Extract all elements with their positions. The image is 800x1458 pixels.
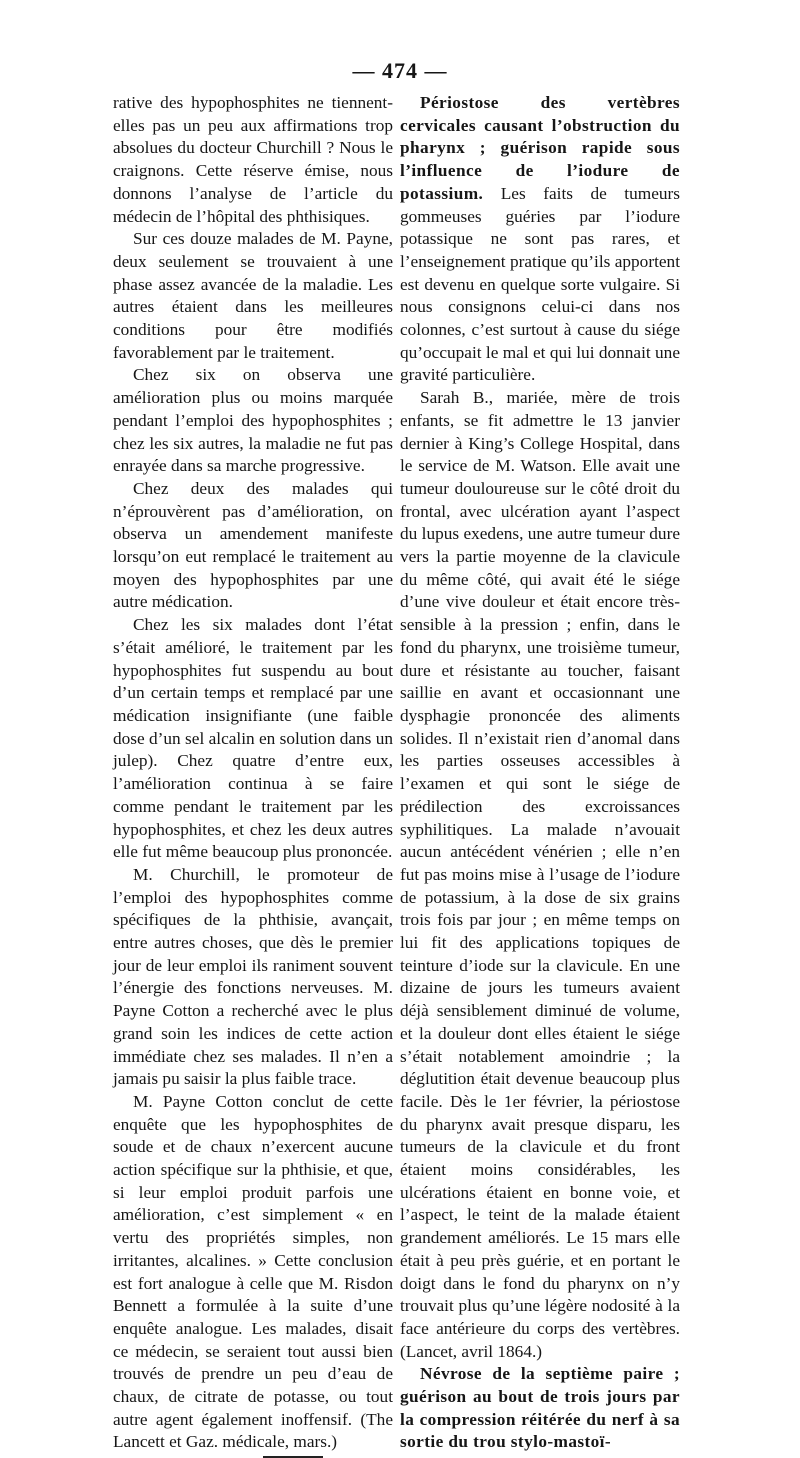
article-paragraph xyxy=(400,92,680,387)
paragraph: Sur ces douze malades de M. Payne, deux seulement se trouvaient à une phase assez avancée de la maladie. Les autres étaient dans les meilleures conditions pour être modifiés favorablement par le traitement. xyxy=(113,229,393,362)
paragraph-text: M. Payne Cotton conclut de cette enquête que les hypophosphites de soude et de chaux n’exercent aucune action spécifique sur la phthisie, et que, si leur emploi produit parfois une amélioration, c’est simplement « en vertu des propriétés simples, non irritantes, alcalines. » Cette conclusion est fort analogue à celle que M. Risdon Bennett a formulée à la suite d’une enquête analogue. Les malades, disait ce médecin, se seraient tout aussi bien trouvés de prendre un peu d’eau de chaux, de citrate de potasse, ou tout autre agent également inoffensif. xyxy=(113,1091,393,1429)
paragraph: Chez les six malades dont l’état s’était amélioré, le traitement par les hypophosphites fut suspendu au bout d’un certain temps et remplacé par une médication insignifiante (une faible dose d’un sel alcalin en solution dans un julep). Chez quatre d’entre eux, l’amélioration continua à se faire comme pendant le traitement par les hypophosphites, et chez les deux autres elle fut même beaucoup plus prononcée. xyxy=(113,615,393,862)
article-heading: Périostose des vertèbres cervicales causant l’obstruction du pharynx ; guérison rapide sous l’influence de l’iodure de potassium. xyxy=(400,93,680,203)
paragraph xyxy=(400,387,680,1363)
paragraph xyxy=(113,1091,393,1454)
paragraph-text: Les faits de tumeurs gommeuses guéries par l’iodure potassique ne sont pas rares, et l’enseignement pratique qu’ils apportent est devenu en quelque sorte vulgaire. Si nous consignons celui-ci dans nos colonnes, c’est surtout à cause du siége qu’occupait le mal et qui lui donnait une gravité particulière. xyxy=(400,183,680,385)
paragraph: rative des hypophosphites ne tiennent-elles pas un peu aux affirmations trop absolues du docteur Churchill ? Nous le craignons. Cette réserve émise, nous donnons l’analyse de l’article du médecin de l’hôpital des phthisiques. xyxy=(113,93,393,226)
paragraph: Chez six on observa une amélioration plus ou moins marquée pendant l’emploi des hypophosphites ; chez les six autres, la maladie ne fut pas enrayée dans sa marche progressive. xyxy=(113,365,393,476)
left-column xyxy=(113,92,393,1458)
page-number: — 474 — xyxy=(352,58,448,83)
paragraph: Chez deux des malades qui n’éprouvèrent pas d’amélioration, on observa un amendement manifeste lorsqu’on eut remplacé le traitement au moyen des hypophosphites par une autre médication. xyxy=(113,478,393,612)
source-reference: (Lancet, avril 1864.) xyxy=(400,1341,543,1361)
article-heading: Névrose de la septième paire ; guérison au bout de trois jours par la compression réitérée du nerf à sa sortie du trou stylo-mastoï- xyxy=(400,1364,680,1452)
source-reference: (The Lancett et Gaz. médicale, mars.) xyxy=(113,1409,393,1452)
paragraph: M. Churchill, le promoteur de l’emploi des hypophosphites comme spécifiques de la phthisie, avançait, entre autres choses, que dès le premier jour de leur emploi ils raniment souvent l’énergie des fonctions nerveuses. M. Payne Cotton a recherché avec le plus grand soin les indices de cette action immédiate chez ses malades. Il n’en a jamais pu saisir la plus faible trace. xyxy=(113,864,393,1089)
right-column xyxy=(400,92,680,1454)
paragraph-text: Sarah B., mariée, mère de trois enfants, se fit admettre le 13 janvier dernier à King’s College Hospital, dans le service de M. Watson. Elle avait une tumeur douloureuse sur le côté droit du frontal, avec ulcération ayant l’aspect du lupus exedens, une autre tumeur dure vers la partie moyenne de la clavicule du même côté, qui avait été le siége d’une vive douleur et était encore très-sensible à la pression ; enfin, dans le fond du pharynx, une troisième tumeur, dure et résistante au toucher, faisant saillie en avant et occasionnant une dysphagie prononcée des aliments solides. Il n’existait rien d’anomal dans les parties osseuses accessibles à l’examen et qui sont le siége de prédilection des excroissances syphilitiques. La malade n’avouait aucun antécédent vénérien ; elle n’en fut pas moins mise à l’usage de l’iodure de potassium, à la dose de six grains trois fois par jour ; en même temps on lui fit des applications topiques de teinture d’iode sur la clavicule. En une dizaine de jours les tumeurs avaient déjà sensiblement diminué de volume, et la douleur dont elles étaient le siége s’était notablement amoindrie ; la déglutition était devenue beaucoup plus facile. Dès le 1er février, la périostose du pharynx avait presque disparu, les tumeurs de la clavicule et du front étaient moins considérables, les ulcérations étaient en bonne voie, et l’aspect, le teint de la malade étaient grandement améliorés. Le 15 mars elle était à peu près guérie, et en portant le doigt dans le fond du pharynx on n’y trouvait plus qu’une légère nodosité à la face antérieure du corps des vertèbres. xyxy=(400,388,680,1338)
